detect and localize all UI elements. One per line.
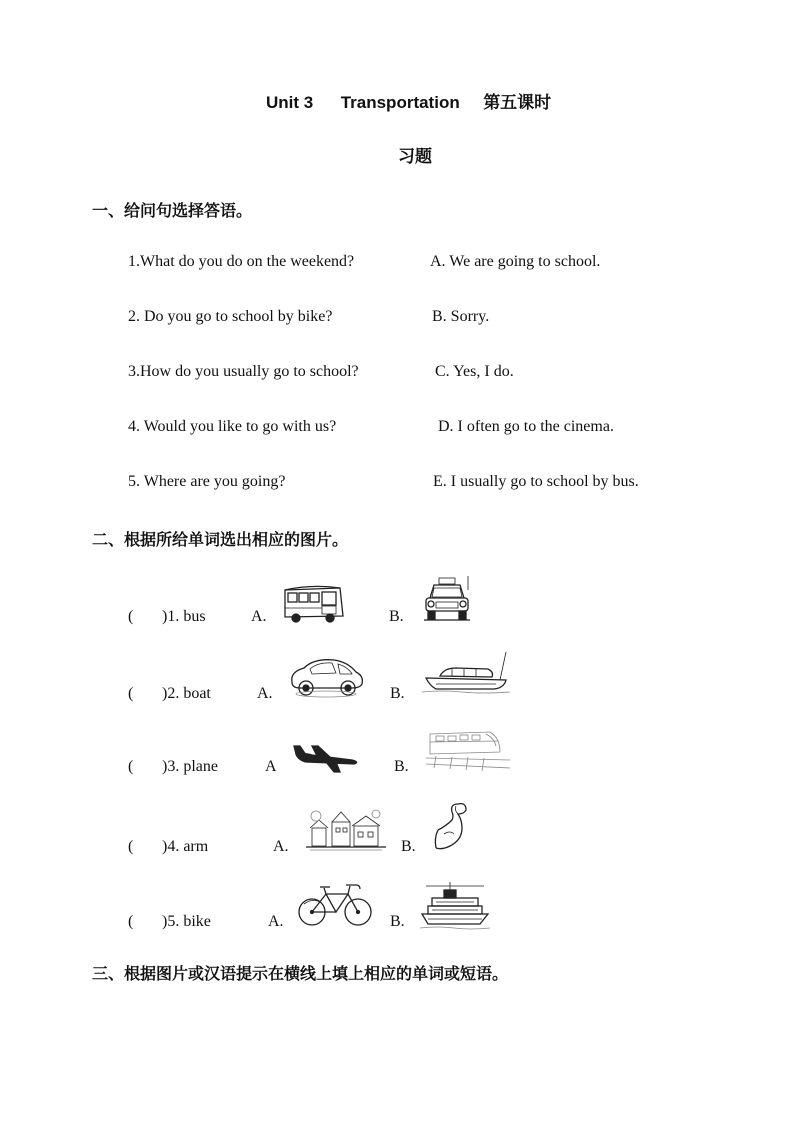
bicycle-icon: [296, 880, 374, 930]
boat-icon: [422, 650, 514, 696]
answer-paren: (: [128, 685, 134, 702]
item-4-label: )4. arm: [162, 838, 209, 855]
item-5-option-b: B.: [390, 913, 405, 930]
item-2-option-b: B.: [390, 685, 405, 702]
plane-icon: [292, 742, 362, 774]
question-2: 2. Do you go to school by bike?: [128, 308, 333, 325]
title-unit: Unit 3: [266, 93, 314, 112]
car-icon: [286, 654, 366, 700]
item-4-option-a: A.: [273, 838, 289, 855]
title-lesson: 第五课时: [483, 93, 552, 113]
taxi-icon: [422, 576, 472, 622]
item-3-label: )3. plane: [162, 758, 218, 775]
item-3-option-a: A: [265, 758, 277, 775]
section3-heading: 三、根据图片或汉语提示在横线上填上相应的单词或短语。: [92, 964, 509, 983]
item-2-label: )2. boat: [162, 685, 211, 702]
page-title: [266, 88, 551, 113]
question-1: 1.What do you do on the weekend?: [128, 253, 355, 270]
item-4-option-b: B.: [401, 838, 416, 855]
answer-b: B. Sorry.: [432, 308, 490, 325]
bus-icon: [282, 584, 346, 624]
item-1-option-b: B.: [389, 608, 404, 625]
question-4: 4. Would you like to go with us?: [128, 418, 337, 435]
item-5-label: )5. bike: [162, 913, 211, 930]
item-2-option-a: A.: [257, 685, 273, 702]
answer-paren: (: [128, 758, 134, 775]
section1-heading: 一、给问句选择答语。: [92, 201, 253, 220]
question-5: 5. Where are you going?: [128, 473, 286, 490]
answer-paren: (: [128, 913, 134, 930]
question-3: 3.How do you usually go to school?: [128, 363, 359, 380]
answer-paren: (: [128, 838, 134, 855]
page-subtitle: 习题: [398, 147, 432, 167]
item-1-option-a: A.: [251, 608, 267, 625]
answer-a: A. We are going to school.: [430, 253, 601, 270]
title-topic: Transportation: [340, 93, 460, 112]
ship-icon: [420, 880, 490, 932]
answer-e: E. I usually go to school by bus.: [433, 473, 639, 490]
arm-icon: [432, 800, 474, 852]
item-5-option-a: A.: [268, 913, 284, 930]
answer-paren: (: [128, 608, 134, 625]
answer-c: C. Yes, I do.: [435, 363, 514, 380]
town-icon: [306, 806, 386, 854]
answer-d: D. I often go to the cinema.: [438, 418, 614, 435]
item-3-option-b: B.: [394, 758, 409, 775]
item-1-label: )1. bus: [162, 608, 206, 625]
train-icon: [426, 728, 510, 774]
section2-heading: 二、根据所给单词选出相应的图片。: [92, 530, 349, 549]
